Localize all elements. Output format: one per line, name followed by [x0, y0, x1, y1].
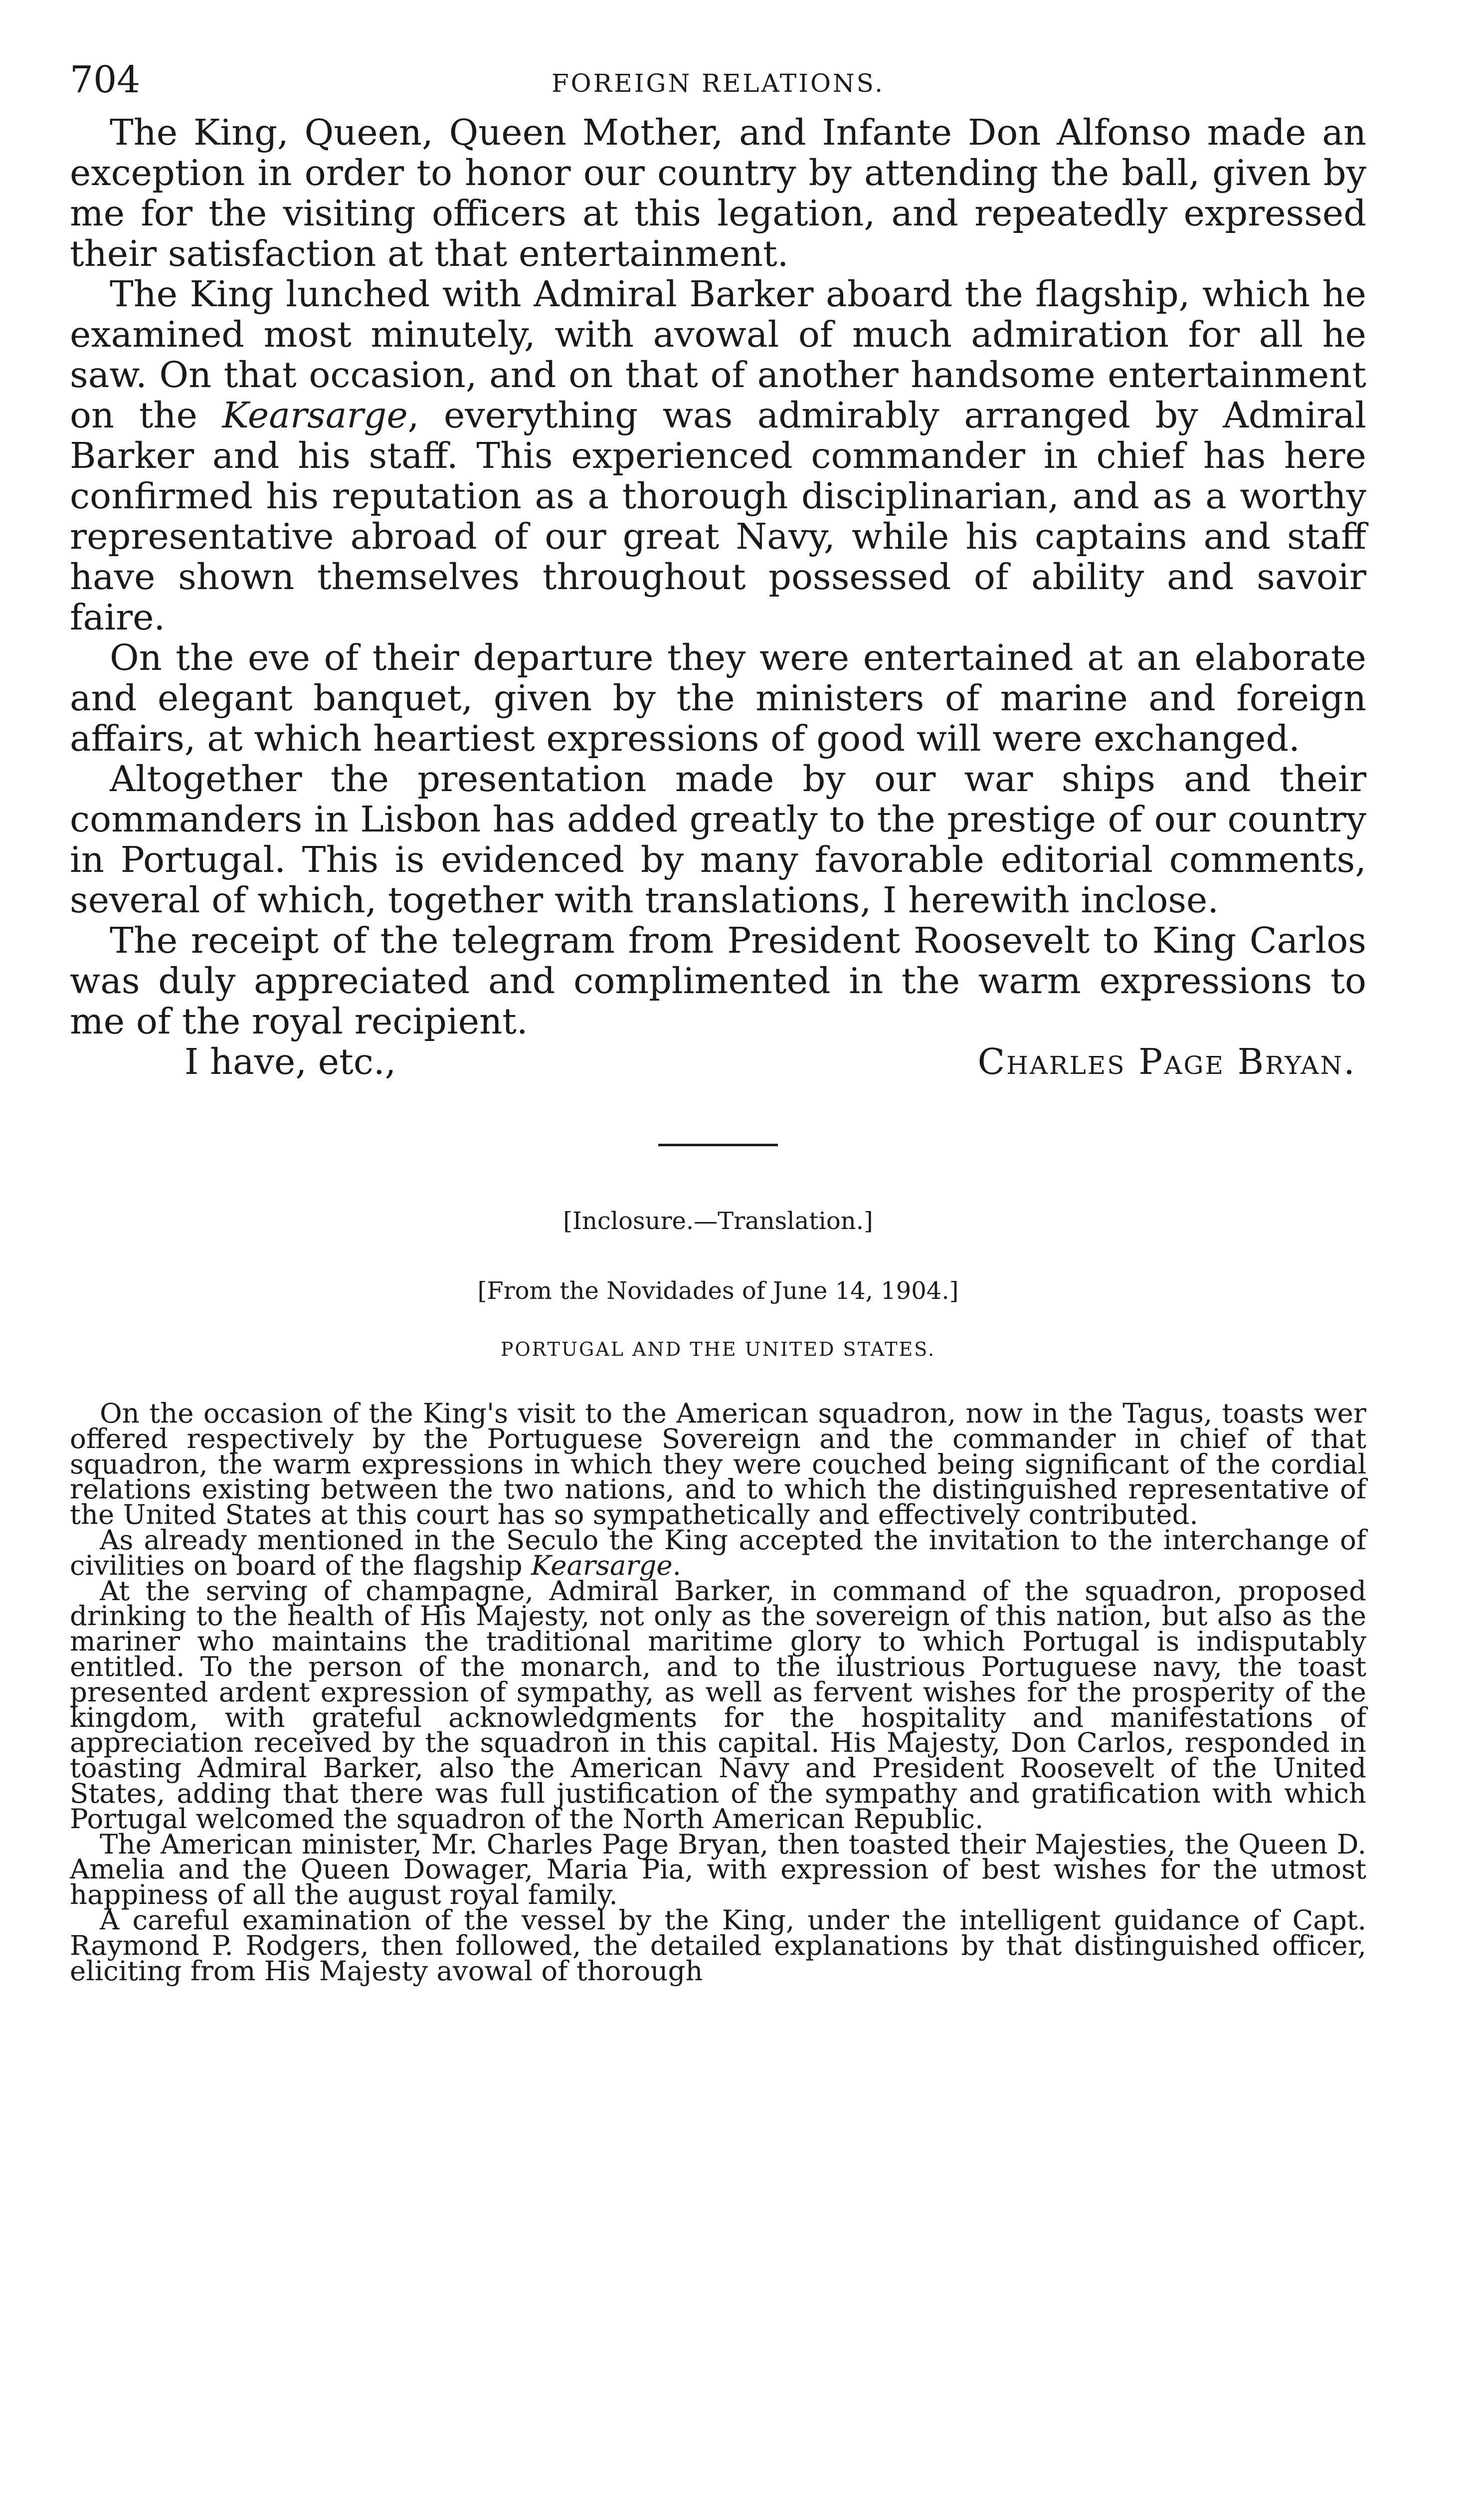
- enclosure-paragraph: On the occasion of the King's visit to the American squadron, now in the Tagus, toasts wer offered respectively by the Portuguese Sovereign and the commander in chief of that squadron, the warm expressions in which they were couched being significant of the cordial relations existing between the two nations, and to which the distinguished representative of the United States at this court has so sympathetically and effectively contributed.: [70, 1397, 1366, 1531]
- source-line: [From the Novidades of June 14, 1904.]: [477, 1277, 959, 1305]
- letter-paragraph: The King, Queen, Queen Mother, and Infante Don Alfonso made an exception in order to honor our country by attending the ball, given by me for the visiting officers at this legation, and repeatedly expressed their satisfaction at that entertainment.: [70, 112, 1366, 274]
- letter-paragraph-text: , everything was admirably arranged by Admiral Barker and his staff. This experienced commander in chief has here confirmed his reputation as a thorough disciplinarian, and as a worthy representative abroad of our great Navy, while his captains and staff have shown themselves throughout possessed of ability and savoir faire.: [70, 395, 1366, 638]
- enclosure-label: [Inclosure.—Translation.]: [563, 1207, 873, 1235]
- ship-name: Kearsarge: [222, 395, 408, 436]
- letter-paragraph: The receipt of the telegram from President Roosevelt to King Carlos was duly appreciated and complimented in the warm expressions to me of the royal recipient.: [70, 920, 1366, 1042]
- letter-paragraph-text: The King lunched with Admiral Barker aboard the flagship, which he examined most minutely, with avowal of much admiration for all he saw. On that occasion, and on that of another handsome entertainment on the: [70, 273, 1366, 436]
- enclosure-paragraph: [70, 1523, 1366, 1581]
- enclosure-body: [70, 1397, 1366, 1987]
- document-page: [70, 57, 1366, 1987]
- enclosure-paragraph: At the serving of champagne, Admiral Barker, in command of the squadron, proposed drinking to the health of His Majesty, not only as the sovereign of this nation, but also as the mariner who maintains the traditional maritime glory to which Portugal is indisputably entitled. To the person of the monarch, and to the ilustrious Portuguese navy, the toast presented ardent expression of sympathy, as well as fervent wishes for the prosperity of the kingdom, with grateful acknowledgments for the hospitality and manifestations of appreciation received by the squadron in this capital. His Majesty, Don Carlos, responded in toasting Admiral Barker, also the American Navy and President Roosevelt of the United States, adding that there was full justification of the sympathy and gratification with which Portugal welcomed the squadron of the North American Republic.: [70, 1574, 1366, 1835]
- closing: I have, etc.,: [185, 1041, 396, 1082]
- letter-paragraph: [70, 274, 1366, 637]
- enclosure-paragraph-end: .: [672, 1549, 681, 1581]
- article-title: PORTUGAL AND THE UNITED STATES.: [500, 1338, 936, 1360]
- letter-body: [70, 112, 1366, 1041]
- section-divider: [658, 1144, 778, 1146]
- letter-paragraph: Altogether the presentation made by our war ships and their commanders in Lisbon has added greatly to the prestige of our country in Portugal. This is evidenced by many favorable editorial comments, several of which, together with translations, I herewith inclose.: [70, 758, 1366, 921]
- letter-paragraph: On the eve of their departure they were entertained at an elaborate and elegant banquet, given by the ministers of marine and foreign affairs, at which heartiest expressions of good will were exchanged.: [70, 637, 1366, 759]
- enclosure-paragraph: The American minister, Mr. Charles Page Bryan, then toasted their Majesties, the Queen D. Amelia and the Queen Dowager, Maria Pia, with expression of best wishes for the utmost happiness of all the august royal family.: [70, 1828, 1366, 1911]
- flagship-name: Kearsarge: [531, 1549, 673, 1581]
- signature: Charles Page Bryan.: [977, 1041, 1356, 1082]
- enclosure-paragraph: A careful examination of the vessel by the King, under the intelligent guidance of Capt. Raymond P. Rodgers, then followed, the detailed explanations by that distinguished officer, eliciting from His Majesty avowal of thorough: [70, 1903, 1366, 1987]
- letter-signoff: [70, 1041, 1366, 1089]
- running-head: FOREIGN RELATIONS.: [551, 69, 885, 98]
- page-header: [70, 57, 1366, 112]
- enclosure-paragraph-text: As already mentioned in the Seculo the King accepted the invitation to the interchange of civilities on board of the flagship: [70, 1523, 1366, 1581]
- page-number: 704: [70, 58, 141, 101]
